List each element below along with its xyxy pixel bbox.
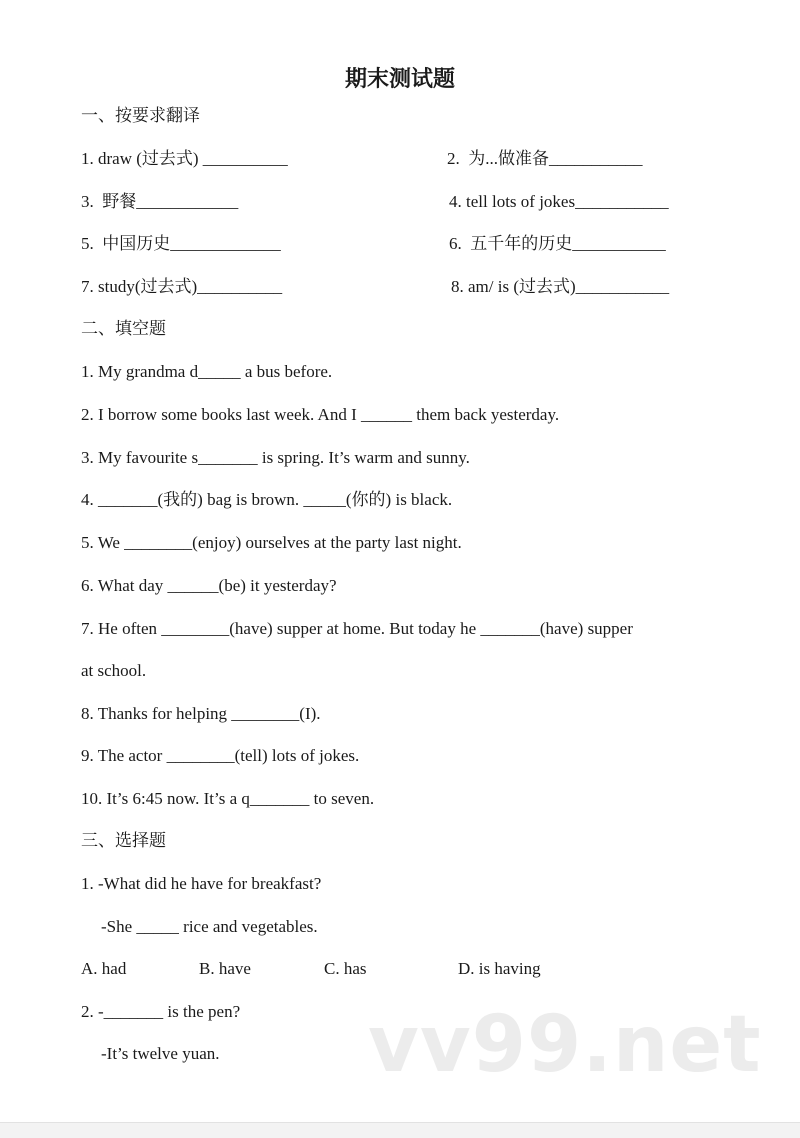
fill-blank-item: 6. What day ______(be) it yesterday? [81,576,337,595]
choice-option-d: D. is having [458,959,541,978]
fill-blank-item-continuation: at school. [81,661,147,680]
translation-item: 5. 中国历史_____________ [81,234,281,253]
page-bottom-edge [0,1122,800,1138]
choice-question: 1. -What did he have for breakfast? [81,874,322,893]
page-title: 期末测试题 [344,67,455,92]
translation-item: 1. draw (过去式) __________ [81,149,288,168]
choice-option-c: C. has [324,959,367,978]
fill-blank-item: 4. _______(我的) bag is brown. _____(你的) is black. [81,490,453,509]
choice-answer-line: -She _____ rice and vegetables. [101,917,318,936]
translation-item: 7. study(过去式)__________ [81,277,283,296]
choice-answer-line: -It’s twelve yuan. [101,1044,220,1063]
translation-item: 8. am/ is (过去式)___________ [451,277,670,296]
fill-blank-item: 1. My grandma d_____ a bus before. [81,362,333,381]
choice-question: 2. -_______ is the pen? [81,1002,241,1021]
section-heading-multiple-choice: 三、选择题 [81,831,166,851]
fill-blank-item: 8. Thanks for helping ________(I). [81,704,321,723]
choice-option-b: B. have [199,959,251,978]
fill-blank-item: 7. He often ________(have) supper at home. But today he _______(have) supper [81,619,633,638]
fill-blank-item: 10. It’s 6:45 now. It’s a q_______ to seven. [81,789,375,808]
translation-item: 3. 野餐____________ [81,192,239,211]
section-heading-fill-blank: 二、填空题 [81,319,166,339]
choice-option-a: A. had [81,959,127,978]
fill-blank-item: 9. The actor ________(tell) lots of jokes. [81,746,360,765]
fill-blank-item: 5. We ________(enjoy) ourselves at the party last night. [81,533,462,552]
fill-blank-item: 2. I borrow some books last week. And I ______ them back yesterday. [81,405,560,424]
fill-blank-item: 3. My favourite s_______ is spring. It’s warm and sunny. [81,448,470,467]
watermark-text: vv99.net [368,1000,762,1090]
section-heading-translation: 一、按要求翻译 [81,106,200,126]
translation-item: 6. 五千年的历史___________ [449,234,666,253]
translation-item: 4. tell lots of jokes___________ [449,192,669,211]
translation-item: 2. 为...做准备___________ [447,149,643,168]
